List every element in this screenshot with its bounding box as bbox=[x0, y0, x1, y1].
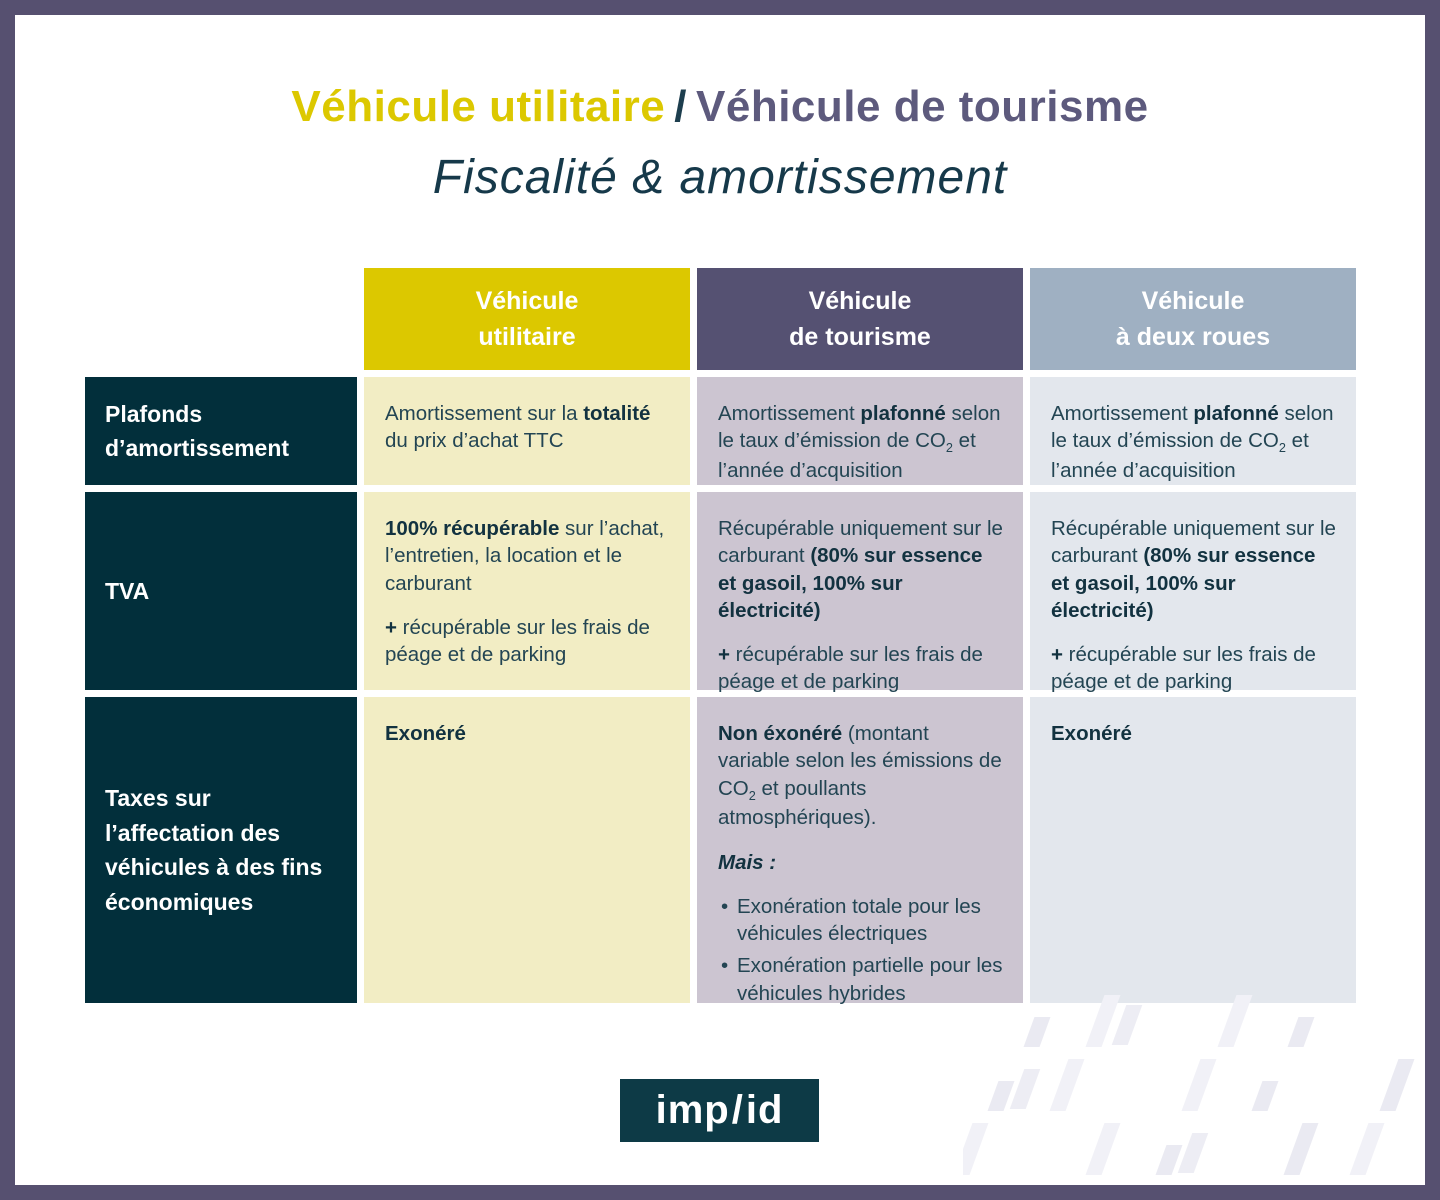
header-line: Véhicule bbox=[808, 286, 912, 315]
slash-decoration bbox=[1050, 1059, 1085, 1111]
slash-decoration bbox=[1112, 1005, 1143, 1045]
slash-decoration bbox=[1218, 995, 1253, 1047]
logo-text-pre: imp bbox=[655, 1088, 730, 1132]
column-header-utilitaire bbox=[364, 268, 690, 370]
cell-taxes-tourisme bbox=[697, 697, 1023, 1003]
cell-paragraph: Mais : bbox=[718, 850, 777, 874]
comparison-table bbox=[85, 268, 1356, 1003]
cell-tva-deux-roues bbox=[1030, 492, 1356, 694]
cell-paragraph: + récupérable sur les frais de péage et de parking bbox=[385, 615, 650, 666]
slash-decoration bbox=[1010, 1069, 1041, 1109]
row-label-plafonds: Plafonds d’amortissement bbox=[85, 377, 357, 485]
cell-paragraph: Non éxonéré (montant variable selon les émissions de $CO_2$ et poullants atmosphériques). bbox=[718, 722, 1002, 830]
logo-text-post: id bbox=[745, 1088, 784, 1132]
cell-paragraph: Récupérable uniquement sur le carburant (80% sur essence et gasoil, 100% sur électricité) bbox=[718, 517, 1003, 622]
bullet-item: • Exonération partielle pour les véhicules hybrides bbox=[718, 952, 1003, 1007]
cell-tva-tourisme bbox=[697, 492, 1023, 694]
cell-plafonds-deux-roues bbox=[1030, 377, 1356, 485]
title-slash: / bbox=[674, 82, 687, 131]
diagonal-slash-pattern bbox=[963, 995, 1425, 1183]
cell-paragraph: Amortissement sur la totalité du prix d’achat TTC bbox=[385, 402, 651, 453]
header-line: Véhicule bbox=[1141, 286, 1245, 315]
cell-taxes-utilitaire bbox=[364, 697, 690, 1003]
slash-decoration bbox=[963, 1123, 988, 1175]
cell-paragraph: Récupérable uniquement sur le carburant (80% sur essence et gasoil, 100% sur électricité) bbox=[1051, 517, 1336, 622]
cell-paragraph: + récupérable sur les frais de péage et de parking bbox=[1051, 643, 1316, 694]
page-title bbox=[0, 82, 1440, 132]
slash-decoration bbox=[1284, 1123, 1319, 1175]
slash-decoration bbox=[1288, 1017, 1315, 1047]
header-line: utilitaire bbox=[478, 323, 576, 351]
slash-decoration bbox=[1086, 1123, 1121, 1175]
cell-paragraph: Amortissement plafonné selon le taux d’émission de $CO_2$ et l’année d’acquisition bbox=[1051, 402, 1334, 483]
cell-taxes-deux-roues bbox=[1030, 697, 1356, 1003]
cell-paragraph: 100% récupérable sur l’achat, l’entretien, la location et le carburant bbox=[385, 517, 665, 595]
slash-decoration bbox=[1182, 1059, 1217, 1111]
cell-paragraph: Exonéré bbox=[1051, 722, 1132, 745]
implid-logo bbox=[620, 1079, 819, 1142]
slash-decoration bbox=[1380, 1059, 1415, 1111]
header-line: à deux roues bbox=[1115, 323, 1271, 351]
logo-slash: / bbox=[731, 1088, 744, 1132]
page-subtitle: Fiscalité & amortissement bbox=[432, 151, 1008, 204]
row-label-taxes: Taxes sur l’affectation des véhicules à des fins économiques bbox=[85, 697, 357, 1003]
cell-paragraph: Exonéré bbox=[385, 722, 466, 745]
header-line: de tourisme bbox=[789, 323, 931, 351]
header-line: Véhicule bbox=[475, 286, 579, 315]
slash-decoration bbox=[1024, 1017, 1051, 1047]
title-vehicule-tourisme: Véhicule de tourisme bbox=[696, 82, 1149, 131]
bullet-item: • Exonération totale pour les véhicules électriques bbox=[718, 893, 1003, 948]
title-vehicule-utilitaire: Véhicule utilitaire bbox=[291, 82, 666, 131]
cell-plafonds-utilitaire bbox=[364, 377, 690, 485]
row-label-tva: TVA bbox=[85, 492, 357, 690]
cell-tva-utilitaire bbox=[364, 492, 690, 690]
slash-decoration bbox=[1178, 1133, 1209, 1173]
column-header-deux-roues bbox=[1030, 268, 1356, 370]
cell-paragraph: Amortissement plafonné selon le taux d’émission de $CO_2$ et l’année d’acquisition bbox=[718, 402, 1001, 483]
column-header-tourisme bbox=[697, 268, 1023, 370]
slash-decoration bbox=[1350, 1123, 1385, 1175]
slash-decoration bbox=[1252, 1081, 1279, 1111]
cell-paragraph: + récupérable sur les frais de péage et de parking bbox=[718, 643, 983, 694]
table-corner-spacer bbox=[85, 268, 357, 370]
cell-plafonds-tourisme bbox=[697, 377, 1023, 485]
